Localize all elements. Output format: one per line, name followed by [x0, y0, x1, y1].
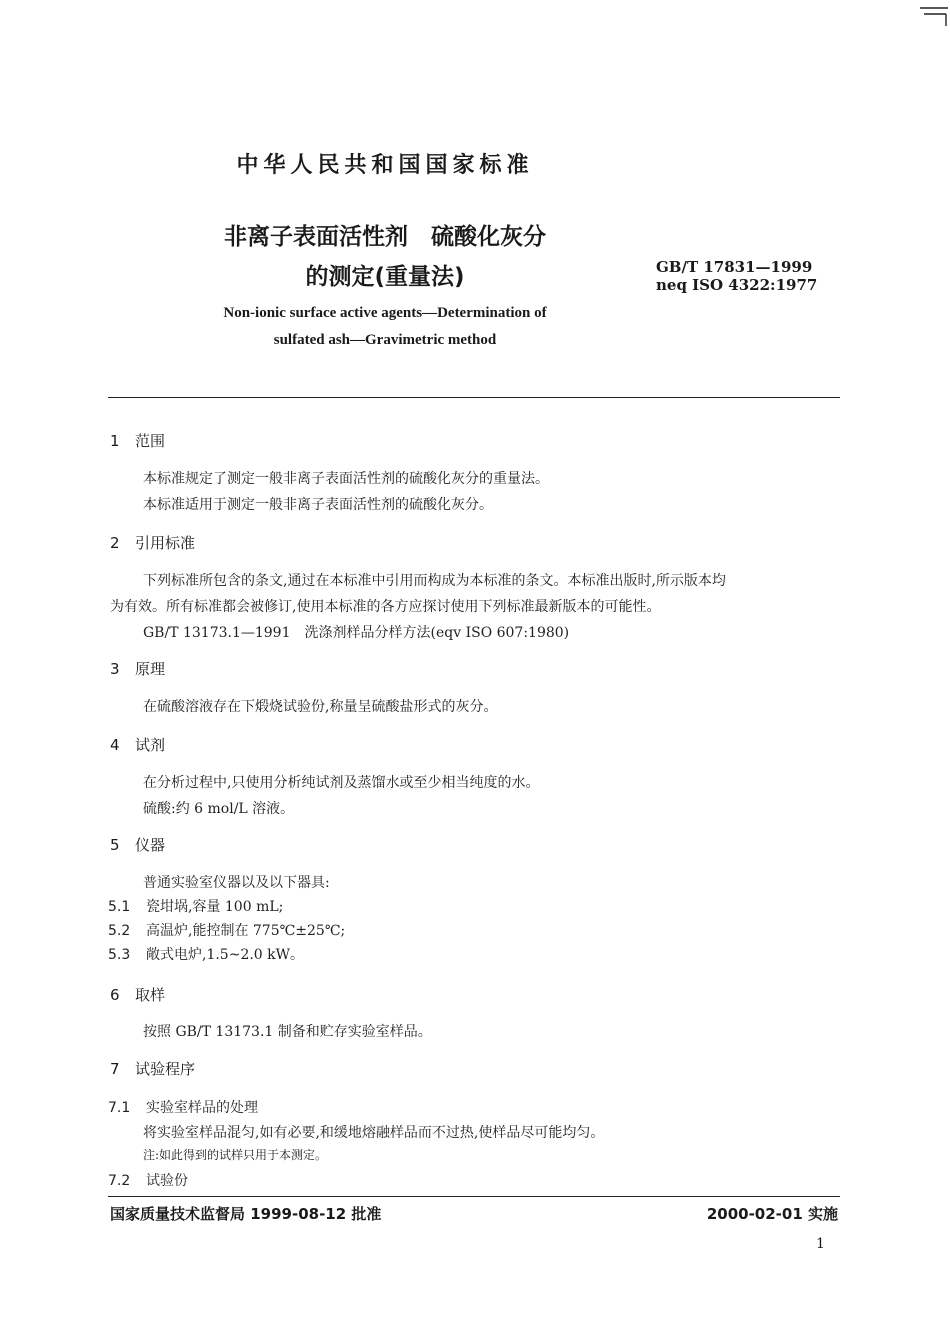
- section-number: 7: [110, 1060, 120, 1078]
- section-2-paragraph-line-2: 为有效。所有标准都会被修订,使用本标准的各方应探讨使用下列标准最新版本的可能性。: [110, 599, 661, 615]
- section-title: 试剂: [135, 736, 166, 754]
- title-en-line1: Non-ionic surface active agents—Determination of: [223, 305, 547, 321]
- section-number: 4: [110, 736, 120, 754]
- section-title: 取样: [135, 986, 166, 1004]
- footer-divider: [108, 1196, 840, 1197]
- standard-equivalence: neq ISO 4322:1977: [656, 276, 818, 294]
- section-6-paragraph-1: 按照 GB/T 13173.1 制备和贮存实验室样品。: [143, 1024, 432, 1040]
- item-text: 高温炉,能控制在 775℃±25℃;: [146, 923, 346, 939]
- subsection-title: 实验室样品的处理: [146, 1100, 258, 1116]
- subsection-number: 7.2: [108, 1173, 131, 1189]
- section-2-reference: GB/T 13173.1—1991 洗涤剂样品分样方法(eqv ISO 607:1980): [143, 625, 570, 641]
- item-text: 敞式电炉,1.5~2.0 kW。: [146, 947, 305, 963]
- section-1-paragraph-1: 本标准规定了测定一般非离子表面活性剂的硫酸化灰分的重量法。: [143, 471, 549, 487]
- corner-mark-icon: [918, 4, 950, 26]
- page-number: 1: [816, 1236, 825, 1252]
- item-number: 5.2: [108, 923, 131, 939]
- section-1-paragraph-2: 本标准适用于测定一般非离子表面活性剂的硫酸化灰分。: [143, 497, 493, 513]
- section-4-heading: [110, 734, 165, 755]
- section-7-heading: [110, 1058, 195, 1079]
- apparatus-item: [108, 944, 304, 964]
- subsection-7-2-heading: [108, 1170, 188, 1190]
- item-number: 5.1: [108, 899, 131, 915]
- section-3-heading: [110, 658, 165, 679]
- title-zh-line1: 非离子表面活性剂 硫酸化灰分: [224, 224, 546, 250]
- section-1-heading: [110, 430, 165, 451]
- item-number: 5.3: [108, 947, 131, 963]
- section-5-intro: 普通实验室仪器以及以下器具:: [143, 875, 330, 891]
- section-number: 3: [110, 660, 120, 678]
- section-4-paragraph-2: 硫酸:约 6 mol/L 溶液。: [143, 801, 295, 817]
- section-5-heading: [110, 834, 165, 855]
- section-number: 6: [110, 986, 120, 1004]
- apparatus-item: [108, 920, 345, 940]
- apparatus-item: [108, 896, 283, 916]
- section-number: 5: [110, 836, 120, 854]
- title-zh-line2: 的测定(重量法): [305, 264, 465, 290]
- section-4-paragraph-1: 在分析过程中,只使用分析纯试剂及蒸馏水或至少相当纯度的水。: [143, 775, 540, 791]
- item-text: 瓷坩埚,容量 100 mL;: [146, 899, 284, 915]
- subsection-number: 7.1: [108, 1100, 131, 1116]
- section-2-heading: [110, 532, 195, 553]
- section-number: 1: [110, 432, 120, 450]
- title-en-line2: sulfated ash—Gravimetric method: [273, 332, 497, 348]
- section-number: 2: [110, 534, 120, 552]
- standard-code: GB/T 17831—1999: [656, 258, 813, 276]
- subsection-title: 试验份: [146, 1173, 188, 1189]
- national-standard-heading: 中华人民共和国国家标准: [236, 153, 534, 178]
- note-text: 注:如此得到的试样只用于本测定。: [143, 1148, 328, 1162]
- header-divider: [108, 397, 840, 398]
- section-title: 试验程序: [135, 1060, 196, 1078]
- implementation-date: 2000-02-01 实施: [706, 1205, 838, 1223]
- subsection-7-1-heading: [108, 1097, 258, 1117]
- section-title: 引用标准: [135, 534, 196, 552]
- approval-statement: 国家质量技术监督局 1999-08-12 批准: [110, 1205, 382, 1223]
- section-3-paragraph-1: 在硫酸溶液存在下煅烧试验份,称量呈硫酸盐形式的灰分。: [143, 699, 498, 715]
- section-2-paragraph-line-1: 下列标准所包含的条文,通过在本标准中引用而构成为本标准的条文。本标准出版时,所示版本均: [143, 573, 726, 589]
- section-title: 范围: [135, 432, 166, 450]
- section-title: 仪器: [135, 836, 166, 854]
- section-6-heading: [110, 984, 165, 1005]
- standard-code-block: [656, 258, 817, 294]
- subsection-7-1-text: 将实验室样品混匀,如有必要,和缓地熔融样品而不过热,使样品尽可能均匀。: [143, 1125, 605, 1141]
- section-title: 原理: [135, 660, 166, 678]
